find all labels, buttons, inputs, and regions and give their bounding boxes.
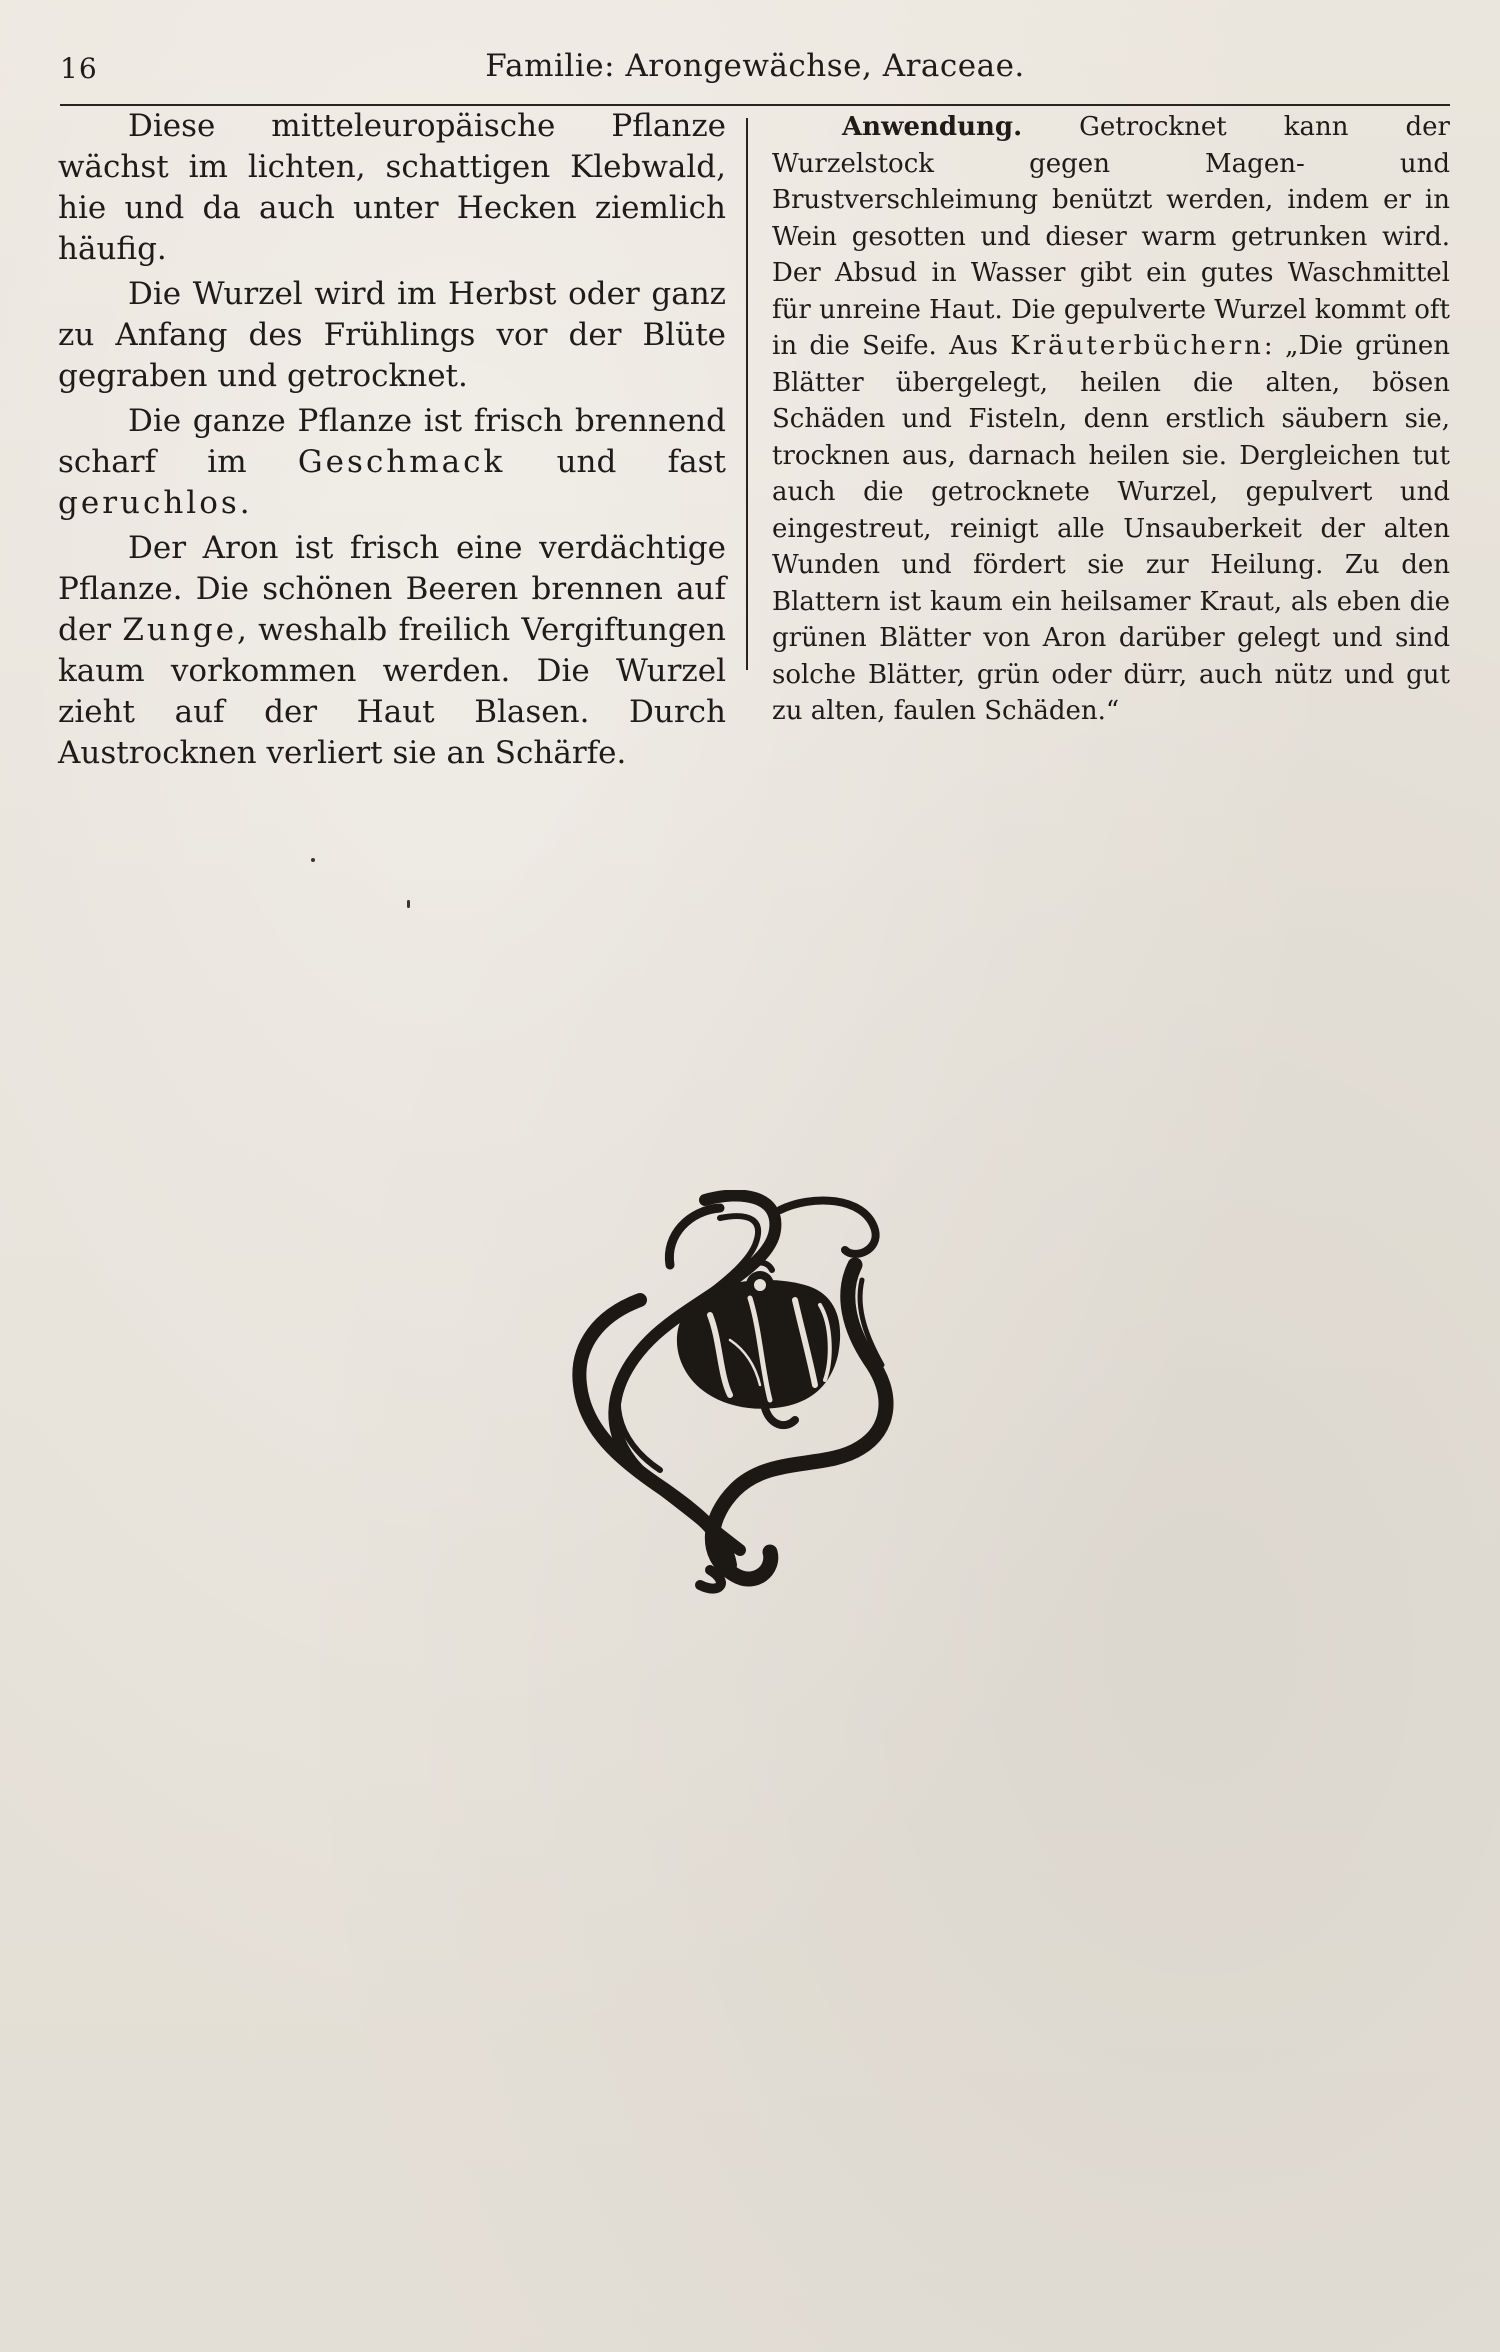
application-text-1: Getrocknet kann der Wurzelstock gegen Magen- und Brustverschleimung benützt werden, indem er in Wein gesotten und dieser warm getrunken wird. Der Absud in Wasser gibt ein gutes Waschmittel für unreine Haut. Die gepulverte Wurzel kommt oft in die Seife. Aus (772, 112, 1450, 361)
taste-term-geruchlos: geruchlos (58, 485, 240, 521)
left-column (58, 106, 726, 778)
running-head: Familie: Arongewächse, Araceae. (485, 48, 1025, 84)
application-quote: : „Die grünen Blätter übergelegt, heilen die alten, bösen Schäden und Fisteln, denn erstlich säubern sie, trocknen aus, darnach heilen sie. Dergleichen tut auch die getrocknete Wurzel, gepulvert und eingestreut, reinigt alle Unsauberkeit der alten Wunden und fördert sie zur Heilung. Zu den Blattern ist kaum ein heilsamer Kraut, als eben die grünen Blätter von Aron darüber gelegt und sind solche Blätter, grün oder dürr, auch nütz und gut zu alten, faulen Schäden.“ (772, 331, 1450, 726)
application-term-kraeuterbuechern: Kräuterbüchern (1010, 331, 1264, 361)
paragraph-habitat: Diese mitteleuropäische Pflanze wächst im lichten, schattigen Klebwald, hie und da auch unter Hecken ziemlich häufig. (58, 108, 726, 267)
toxicity-text-2: , weshalb freilich Vergiftungen kaum vorkommen werden. Die Wurzel zieht auf der Haut Blasen. Durch Austrocknen verliert sie an Schärfe. (58, 612, 726, 771)
column-rule (746, 118, 748, 670)
taste-text-3: . (239, 485, 250, 521)
application-heading: Anwendung. (842, 112, 1023, 142)
paragraph-toxicity (58, 528, 726, 774)
art-nouveau-flower-ornament-icon (570, 1190, 960, 1610)
taste-text-1: Die ganze Pflanze ist frisch brennend scharf im (58, 403, 726, 480)
page-number: 16 (60, 52, 98, 85)
paragraph-taste (58, 401, 726, 524)
paper-speck (311, 858, 315, 862)
toxicity-text-1: Der Aron ist frisch eine verdächtige Pflanze. Die schönen Beeren brennen auf der (58, 530, 726, 648)
right-column (772, 106, 1450, 730)
taste-term-geschmack: Geschmack (297, 444, 506, 480)
paper-speck (407, 900, 410, 908)
paragraph-application (772, 109, 1450, 730)
taste-text-2: und fast (505, 444, 726, 480)
toxicity-term-zunge: Zunge (122, 612, 237, 648)
page-header (60, 40, 1450, 90)
paragraph-harvest: Die Wurzel wird im Herbst oder ganz zu Anfang des Frühlings vor der Blüte gegraben und getrocknet. (58, 276, 726, 394)
